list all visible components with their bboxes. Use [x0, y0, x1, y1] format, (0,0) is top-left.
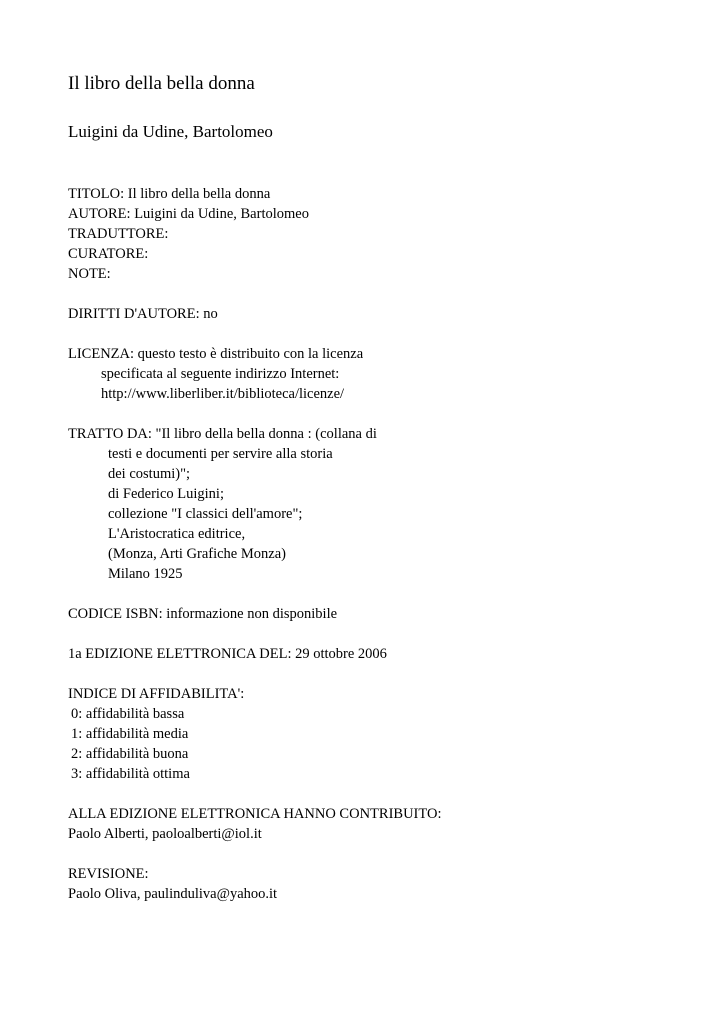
tratto-da-line: Milano 1925 — [108, 566, 183, 582]
license-link[interactable]: http://www.liberliber.it/biblioteca/licenze/ — [101, 386, 345, 402]
spacer — [68, 404, 688, 424]
document-title: Il libro della bella donna — [68, 73, 255, 94]
spacer — [68, 624, 688, 644]
spacer — [68, 284, 688, 304]
affidabilita-level: 1: affidabilità media — [71, 726, 189, 742]
titolo-line: TITOLO: Il libro della bella donna — [68, 186, 271, 202]
traduttore-line: TRADUTTORE: — [68, 226, 169, 242]
revisione-heading: REVISIONE: — [68, 866, 149, 882]
tratto-da-line: dei costumi)"; — [108, 466, 191, 482]
licenza-url-line — [68, 384, 688, 404]
tratto-da-line: L'Aristocratica editrice, — [108, 526, 246, 542]
spacer — [68, 664, 688, 684]
note-line: NOTE: — [68, 266, 111, 282]
revisione-name: Paolo Oliva, paulinduliva@yahoo.it — [68, 886, 278, 902]
autore-line: AUTORE: Luigini da Udine, Bartolomeo — [68, 206, 309, 222]
tratto-da-line: collezione "I classici dell'amore"; — [108, 506, 303, 522]
contributi-name: Paolo Alberti, paoloalberti@iol.it — [68, 826, 262, 842]
metadata-block — [68, 184, 688, 904]
contributi-heading: ALLA EDIZIONE ELETTRONICA HANNO CONTRIBUITO: — [68, 806, 442, 822]
affidabilita-level: 3: affidabilità ottima — [71, 766, 190, 782]
tratto-da-line: (Monza, Arti Grafiche Monza) — [108, 546, 286, 562]
spacer — [68, 844, 688, 864]
affidabilita-level: 2: affidabilità buona — [71, 746, 189, 762]
curatore-line: CURATORE: — [68, 246, 149, 262]
tratto-da-line: di Federico Luigini; — [108, 486, 224, 502]
spacer — [68, 784, 688, 804]
spacer — [68, 324, 688, 344]
licenza-line: specificata al seguente indirizzo Internet: — [101, 366, 340, 382]
affidabilita-level: 0: affidabilità bassa — [71, 706, 185, 722]
licenza-line: LICENZA: questo testo è distribuito con la licenza — [68, 346, 364, 362]
affidabilita-heading: INDICE DI AFFIDABILITA': — [68, 686, 245, 702]
tratto-da-line: TRATTO DA: "Il libro della bella donna : (collana di — [68, 426, 377, 442]
spacer — [68, 584, 688, 604]
edizione-line: 1a EDIZIONE ELETTRONICA DEL: 29 ottobre 2006 — [68, 646, 387, 662]
diritti-line: DIRITTI D'AUTORE: no — [68, 306, 218, 322]
tratto-da-line: testi e documenti per servire alla storia — [108, 446, 333, 462]
document-author: Luigini da Udine, Bartolomeo — [68, 122, 273, 141]
isbn-line: CODICE ISBN: informazione non disponibile — [68, 606, 338, 622]
